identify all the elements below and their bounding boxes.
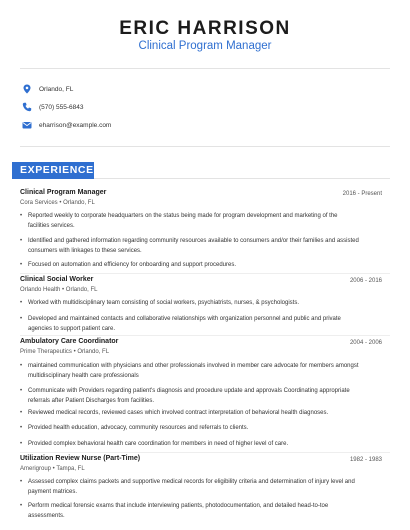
job-bullet: • Perform medical forensic exams that include interviewing patients, photodocumentation, and detailed head-to-toe assessments.: [20, 503, 329, 519]
job-divider: [20, 273, 390, 274]
job-bullet: • Assessed complex claims packets and supportive medical records for eligibility criteria and determination of injury level and payment matrices.: [20, 479, 355, 495]
header-divider: [20, 68, 390, 69]
contact-location: [22, 83, 73, 95]
job-bullet: • Focused on automation and efficiency for onboarding and support procedures.: [20, 262, 237, 268]
job-title: Clinical Program Manager: [20, 189, 107, 196]
job-company: Amerigroup • Tampa, FL: [20, 466, 85, 472]
job-bullet: • Identified and gathered information regarding community resources available to consumers and/or their families and assisted consumers with linkages to these services.: [20, 238, 359, 254]
job-bullet: • Reviewed medical records, reviewed cases which involved contract interpretation of behavioral health diagnoses.: [20, 410, 329, 416]
job-bullet: • Developed and maintained contacts and collaborative relationships with organization personnel and public and private agencies to support patient care.: [20, 316, 341, 332]
contact-phone: [22, 101, 83, 113]
job-title: Ambulatory Care Coordinator: [20, 338, 119, 345]
job-dates: 1982 - 1983: [349, 457, 382, 463]
experience-heading-line: [94, 178, 390, 179]
email-icon: [22, 120, 32, 130]
job-divider: [20, 335, 390, 336]
job-company: Orlando Health • Orlando, FL: [20, 287, 98, 293]
job-dates: 2006 - 2016: [349, 278, 382, 284]
job-bullet: • Provided complex behavioral health care coordination for members in need of higher level of care.: [20, 441, 289, 447]
job-title: Clinical Social Worker: [20, 276, 94, 283]
job-bullet: • Reported weekly to corporate headquarters on the status being made for program development and marketing of the facilities services.: [20, 213, 338, 229]
candidate-name: ERIC HARRISON: [119, 18, 291, 39]
job-dates: 2004 - 2006: [349, 340, 382, 346]
job-dates: 2016 - Present: [342, 191, 382, 197]
job-bullet: • Worked with multidisciplinary team consisting of social workers, psychiatrists, nurses, & psychologists.: [20, 300, 299, 306]
job-bullet: • Provided health education, advocacy, community resources and referrals to clients.: [20, 425, 249, 431]
contact-divider: [20, 146, 390, 147]
contact-email-text[interactable]: eharrison@example.com: [39, 121, 112, 129]
contact-email[interactable]: [22, 119, 111, 131]
job-company: Cora Services • Orlando, FL: [20, 200, 95, 206]
experience-heading: EXPERIENCE: [12, 162, 94, 179]
job-bullet: • maintained communication with physicians and other professionals involved in member care advocate for members amongst multidisciplinary health care professionals: [20, 363, 359, 379]
job-divider: [20, 452, 390, 453]
location-pin-icon: [22, 84, 32, 94]
job-bullet: • Communicate with Providers regarding patient's diagnosis and procedure update and approvals Coordinating appropriate referrals after Patient Discharges from facilities.: [20, 388, 350, 404]
phone-icon: [22, 102, 32, 112]
job-company: Prime Therapeutics • Orlando, FL: [20, 349, 110, 355]
contact-phone-text: (570) 555-6843: [39, 103, 84, 111]
candidate-title: Clinical Program Manager: [138, 40, 272, 52]
job-title: Utilization Review Nurse (Part-Time): [20, 455, 141, 462]
contact-location-text: Orlando, FL: [39, 85, 74, 93]
